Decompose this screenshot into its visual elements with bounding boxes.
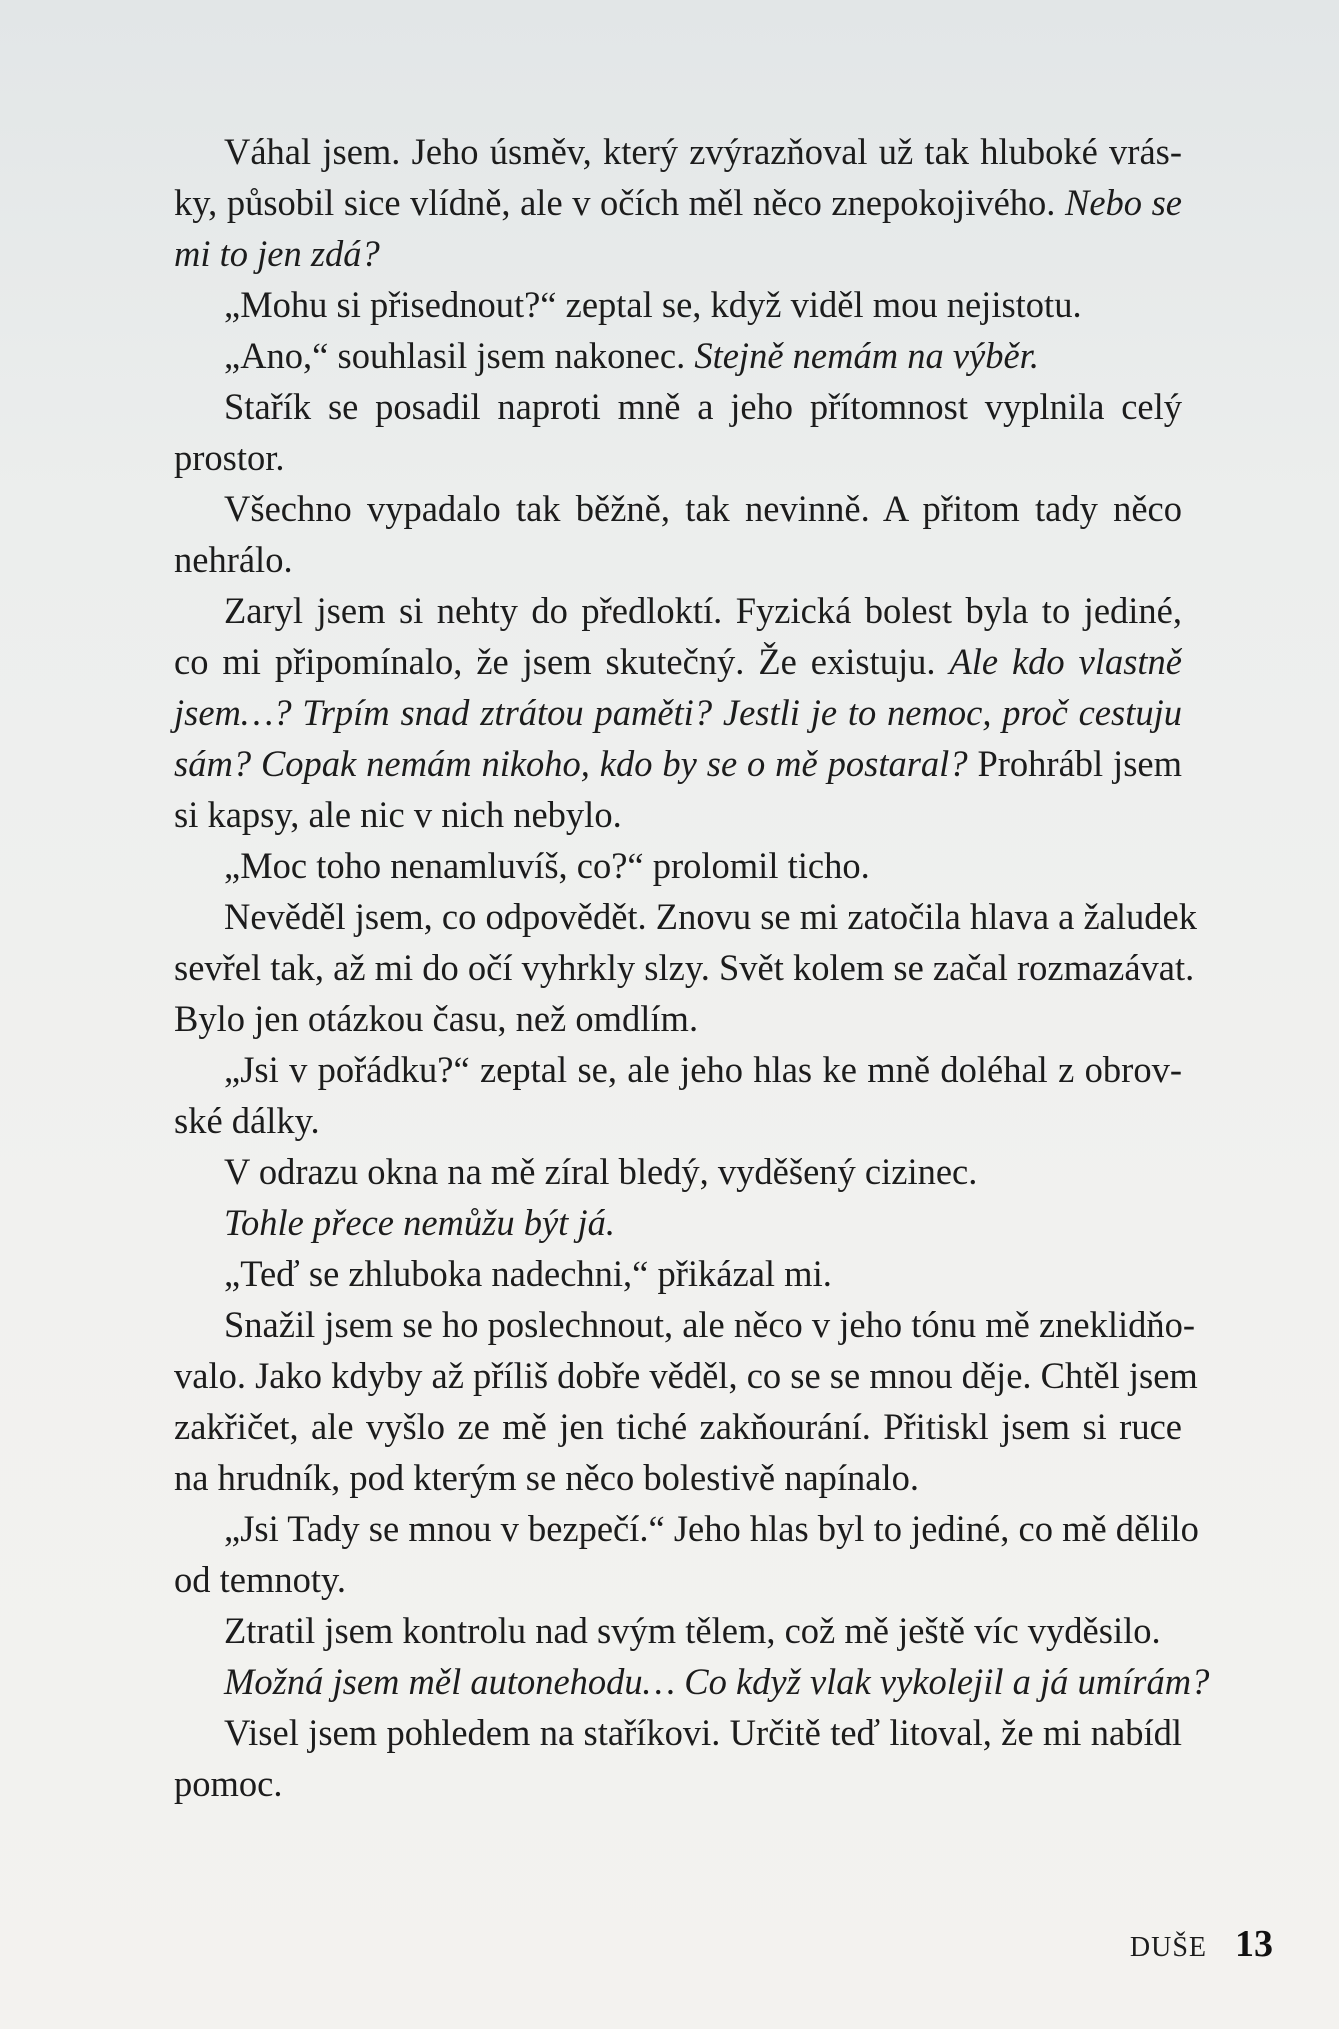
page-footer (1130, 1922, 1273, 1966)
text-line (124, 126, 1182, 177)
paragraph (124, 1044, 1182, 1146)
text-run: „Ano,“ souhlasil jsem nakonec. (224, 335, 695, 376)
italic-text: Tohle přece nemůžu být já. (224, 1202, 615, 1243)
paragraph (124, 1248, 1182, 1299)
text-line (124, 1656, 1210, 1707)
paragraph (124, 1299, 1198, 1503)
text-run: prostor. (174, 437, 285, 478)
text-run: valo. Jako kdyby až příliš dobře věděl, co se se mnou děje. Chtěl jsem (174, 1355, 1198, 1396)
paragraph (124, 330, 1182, 381)
text-line (124, 1299, 1196, 1350)
text-run: si kapsy, ale nic v nich nebylo. (174, 794, 622, 835)
text-run: od temnoty. (174, 1559, 347, 1600)
italic-text: jsem…? Trpím snad ztrátou paměti? Jestli je to nemoc, proč cestuju (174, 692, 1182, 733)
text-line (124, 738, 1182, 789)
text-line (124, 1452, 1182, 1503)
text-line (124, 636, 1182, 687)
text-run: Všechno vypadalo tak běžně, tak nevinně. A přitom tady něco (224, 488, 1182, 529)
page-number: 13 (1235, 1923, 1273, 1965)
text-run: nehrálo. (174, 539, 293, 580)
text-line (124, 789, 1182, 840)
italic-text: Stejně nemám na výběr. (694, 335, 1039, 376)
text-line (124, 1401, 1182, 1452)
italic-text: Nebo se (1064, 182, 1183, 223)
text-line (124, 330, 1182, 381)
text-run: Visel jsem pohledem na staříkovi. Určitě teď litoval, že mi nabídl (224, 1712, 1182, 1753)
body-text (124, 126, 1210, 1809)
text-run: ky, působil sice vlídně, ale v očích měl něco znepokojivého. (174, 182, 1065, 223)
text-run: Stařík se posadil naproti mně a jeho přítomnost vyplnila celý (224, 386, 1182, 427)
text-line (124, 942, 1195, 993)
text-run: na hrudník, pod kterým se něco bolestivě napínalo. (174, 1457, 920, 1498)
paragraph (124, 381, 1182, 483)
text-run: „Jsi v pořádku?“ zeptal se, ale jeho hlas ke mně doléhal z obrov- (224, 1049, 1182, 1090)
text-run: V odrazu okna na mě zíral bledý, vyděšený cizinec. (224, 1151, 978, 1192)
paragraph (124, 585, 1182, 840)
paragraph (124, 1503, 1199, 1605)
paragraph (124, 1146, 1182, 1197)
running-head: DUŠE (1129, 1932, 1207, 1963)
text-line (124, 381, 1182, 432)
paragraph (124, 1197, 1182, 1248)
paragraph (124, 840, 1182, 891)
paragraph (124, 279, 1182, 330)
text-line (124, 1197, 1182, 1248)
text-line (124, 279, 1182, 330)
paragraph (124, 1656, 1210, 1707)
text-line (124, 1044, 1182, 1095)
text-line (124, 534, 1182, 585)
text-run: „Mohu si přisednout?“ zeptal se, když viděl mou nejistotu. (224, 284, 1082, 325)
text-run: Nevěděl jsem, co odpovědět. Znovu se mi zatočila hlava a žaludek (224, 896, 1197, 937)
text-run: pomoc. (174, 1763, 283, 1804)
text-run: Prohrábl jsem (967, 743, 1182, 784)
text-line (124, 585, 1182, 636)
text-line (124, 993, 1182, 1044)
text-line (124, 1248, 1182, 1299)
text-line (124, 840, 1182, 891)
text-line (124, 228, 1182, 279)
text-line (124, 177, 1182, 228)
text-line (124, 1146, 1182, 1197)
text-run: „Jsi Tady se mnou v bezpečí.“ Jeho hlas byl to jediné, co mě dělilo (224, 1508, 1199, 1549)
text-run: zakřičet, ale vyšlo ze mě jen tiché zakňourání. Přitiskl jsem si ruce (174, 1406, 1182, 1447)
paragraph (124, 126, 1182, 279)
text-line (124, 483, 1182, 534)
paragraph (124, 891, 1197, 1044)
paragraph (124, 1605, 1182, 1656)
text-run: „Teď se zhluboka nadechni,“ přikázal mi. (224, 1253, 832, 1294)
italic-text: mi to jen zdá? (174, 233, 380, 274)
text-run: Zaryl jsem si nehty do předloktí. Fyzická bolest byla to jediné, (224, 590, 1182, 631)
text-line (124, 687, 1182, 738)
text-run: Váhal jsem. Jeho úsměv, který zvýrazňoval už tak hluboké vrás- (224, 131, 1182, 172)
italic-text: Ale kdo vlastně (949, 641, 1182, 682)
text-run: Snažil jsem se ho poslechnout, ale něco v jeho tónu mě zneklidňo- (224, 1304, 1196, 1345)
text-line (124, 1503, 1199, 1554)
paragraph (124, 483, 1182, 585)
text-line (124, 1707, 1182, 1758)
text-line (124, 1605, 1182, 1656)
italic-text: sám? Copak nemám nikoho, kdo by se o mě postaral? (174, 743, 968, 784)
text-run: „Moc toho nenamluvíš, co?“ prolomil ticho. (224, 845, 870, 886)
text-line (124, 1554, 1182, 1605)
text-run: sevřel tak, až mi do očí vyhrkly slzy. Svět kolem se začal rozmazávat. (174, 947, 1195, 988)
text-run: Bylo jen otázkou času, než omdlím. (174, 998, 699, 1039)
paragraph (124, 1707, 1182, 1809)
text-run: ské dálky. (174, 1100, 320, 1141)
text-run: co mi připomínalo, že jsem skutečný. Že existuju. (174, 641, 950, 682)
text-line (124, 1758, 1182, 1809)
italic-text: Možná jsem měl autonehodu… Co když vlak vykolejil a já umírám? (224, 1661, 1210, 1702)
text-line (124, 432, 1182, 483)
text-run: Ztratil jsem kontrolu nad svým tělem, což mě ještě víc vyděsilo. (224, 1610, 1161, 1651)
text-line (124, 1095, 1182, 1146)
text-line (124, 1350, 1198, 1401)
text-line (124, 891, 1197, 942)
